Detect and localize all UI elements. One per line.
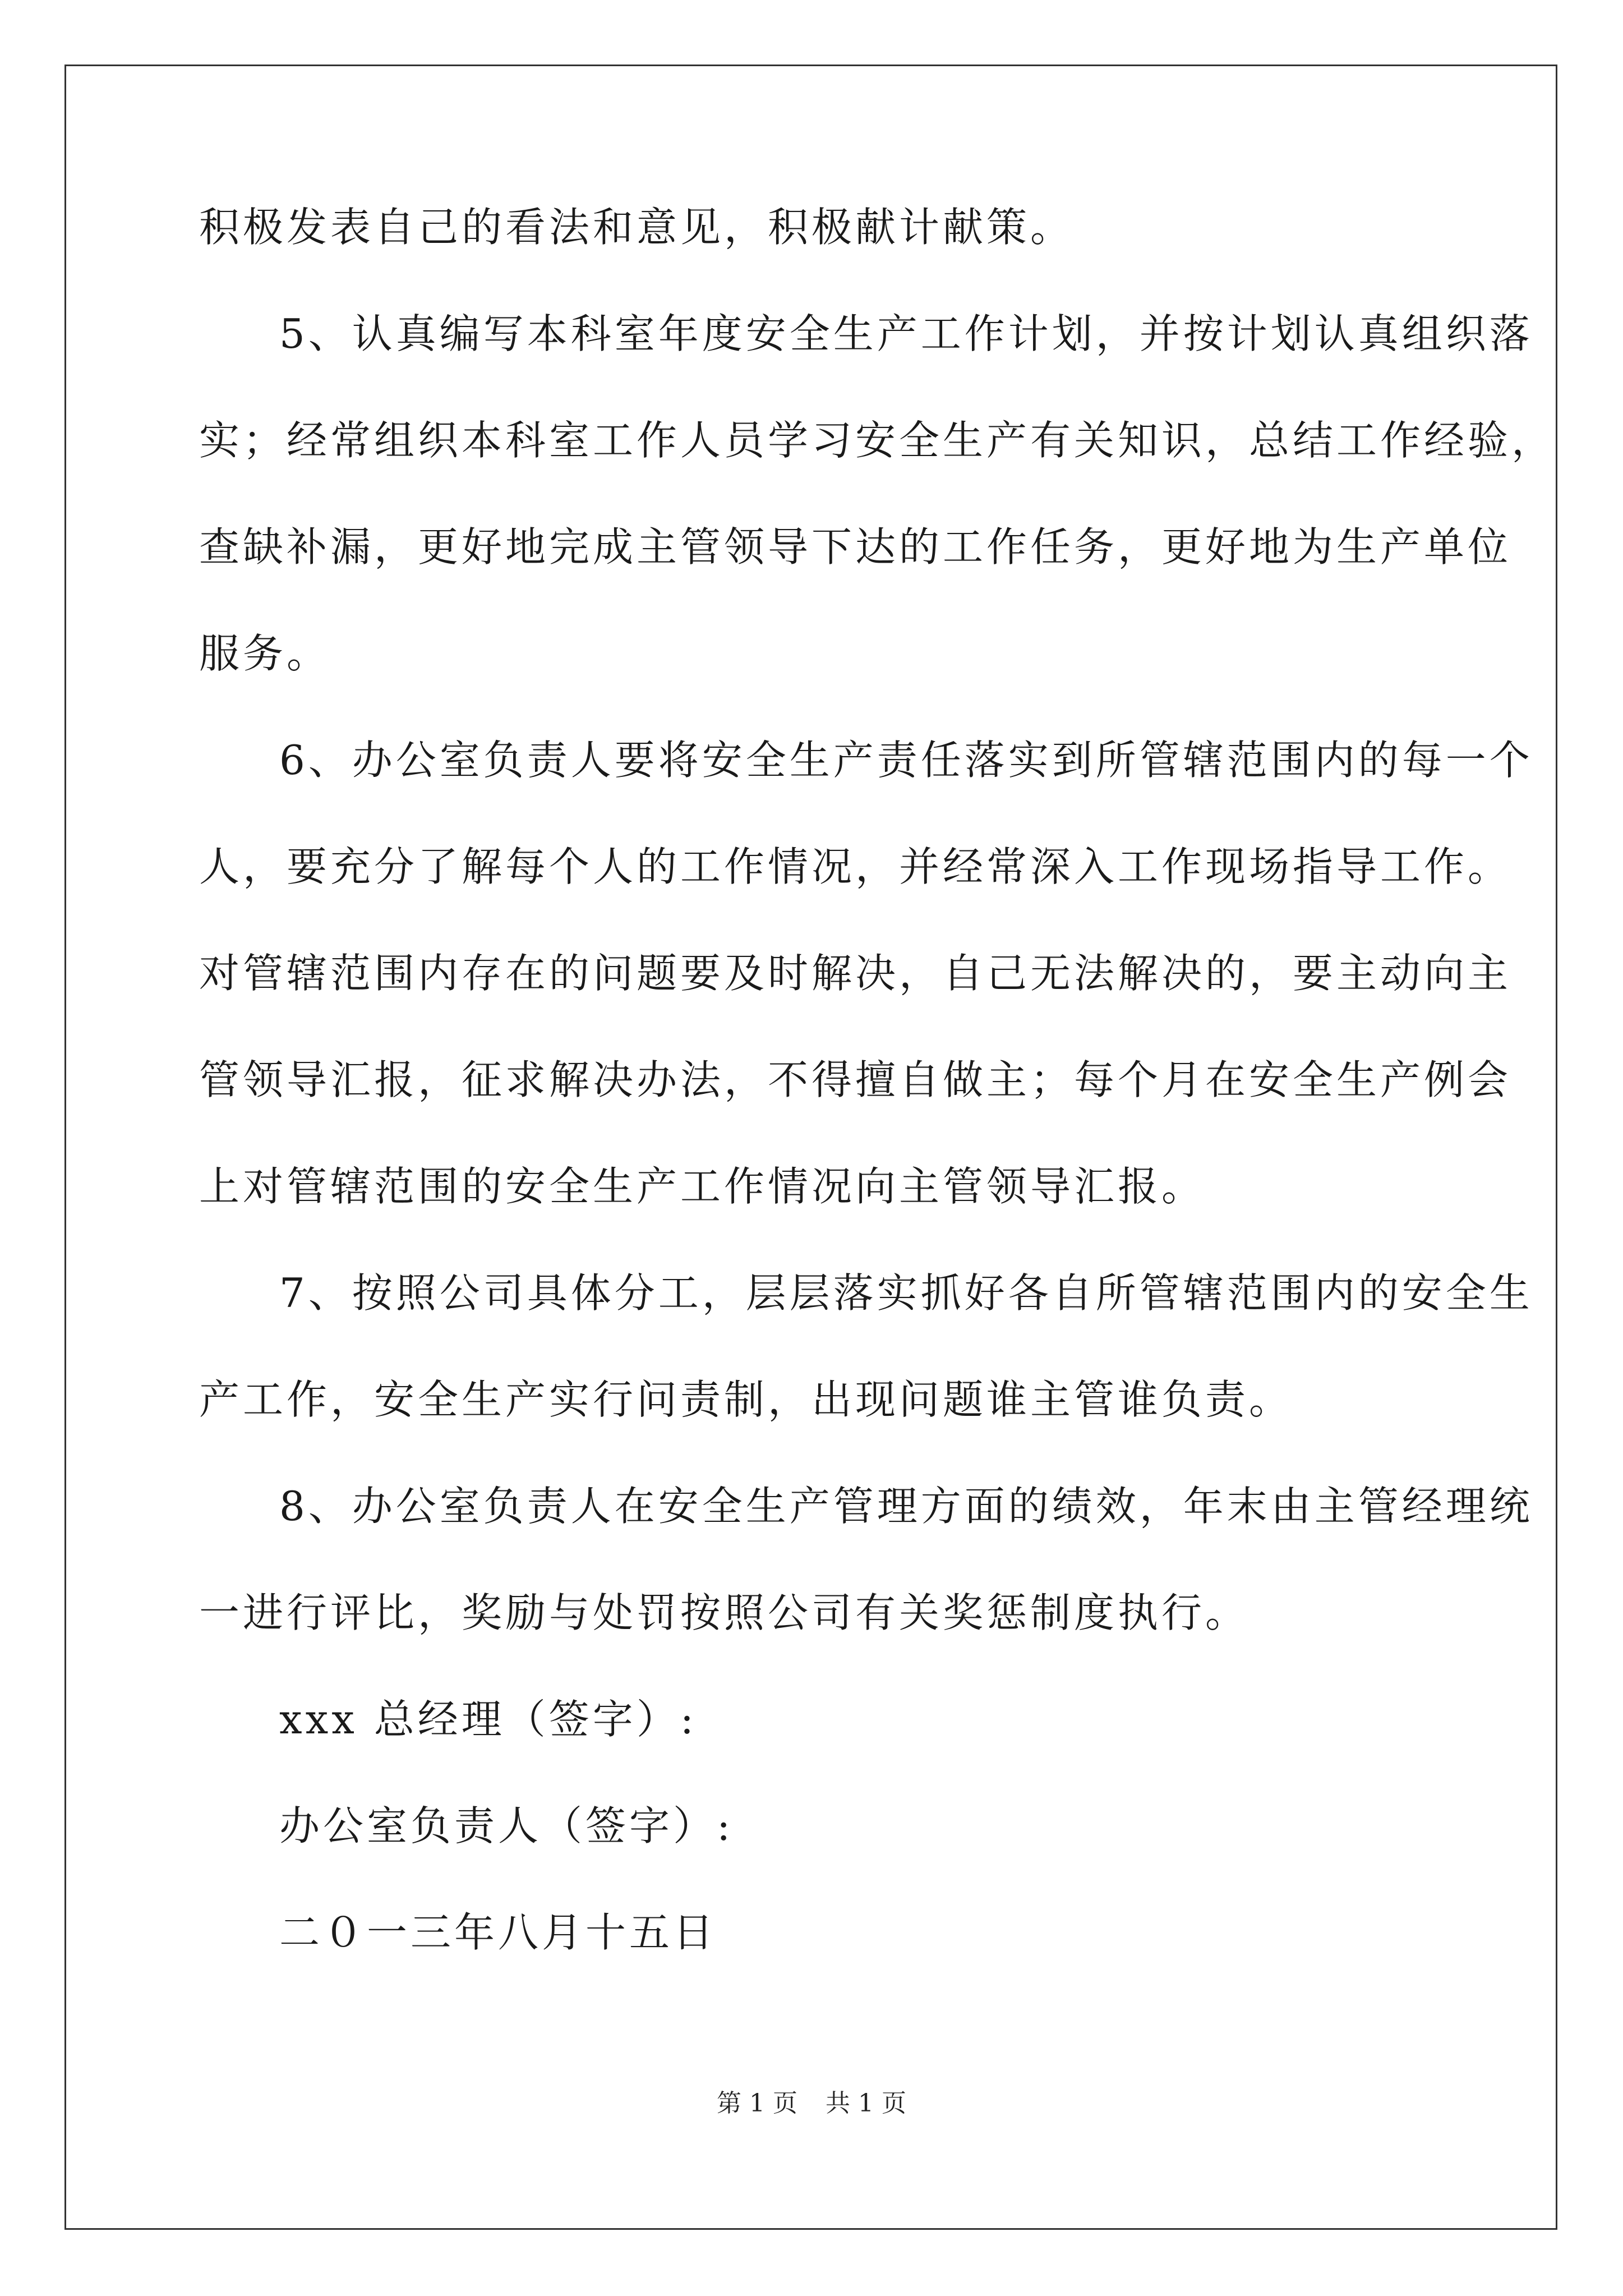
page-footer: [0, 2087, 1623, 2120]
paragraph-line: 管领导汇报，征求解决办法，不得擅自做主；每个月在安全生产例会: [199, 1056, 1512, 1103]
paragraph-line: 查缺补漏，更好地完成主管领导下达的工作任务，更好地为生产单位: [199, 523, 1512, 570]
paragraph-line: 6、办公室负责人要将安全生产责任落实到所管辖范围内的每一个: [279, 737, 1533, 784]
page-total: 共 1 页: [826, 2089, 906, 2118]
signature-line-manager: xxx 总经理（签字）:: [279, 1696, 697, 1743]
signature-line-office: 办公室负责人（签字）:: [279, 1802, 734, 1849]
paragraph-line: 积极发表自己的看法和意见，积极献计献策。: [199, 204, 1075, 251]
paragraph-line: 7、按照公司具体分工，层层落实抓好各自所管辖范围内的安全生: [279, 1269, 1533, 1317]
paragraph-line: 实；经常组织本科室工作人员学习安全生产有关知识，总结工作经验，: [199, 417, 1556, 464]
paragraph-line: 一进行评比，奖励与处罚按照公司有关奖惩制度执行。: [199, 1589, 1249, 1636]
page-number: 第 1 页: [717, 2089, 797, 2118]
paragraph-line: 上对管辖范围的安全生产工作情况向主管领导汇报。: [199, 1163, 1206, 1210]
document-date: 二０一三年八月十五日: [279, 1909, 717, 1956]
paragraph-line: 服务。: [199, 630, 331, 677]
paragraph-line: 产工作，安全生产实行问责制，出现问题谁主管谁负责。: [199, 1376, 1293, 1423]
paragraph-line: 5、认真编写本科室年度安全生产工作计划，并按计划认真组织落: [279, 310, 1533, 357]
paragraph-line: 对管辖范围内存在的问题要及时解决，自己无法解决的，要主动向主: [199, 950, 1512, 997]
paragraph-line: 8、办公室负责人在安全生产管理方面的绩效，年末由主管经理统: [279, 1483, 1533, 1530]
paragraph-line: 人，要充分了解每个人的工作情况，并经常深入工作现场指导工作。: [199, 843, 1512, 890]
